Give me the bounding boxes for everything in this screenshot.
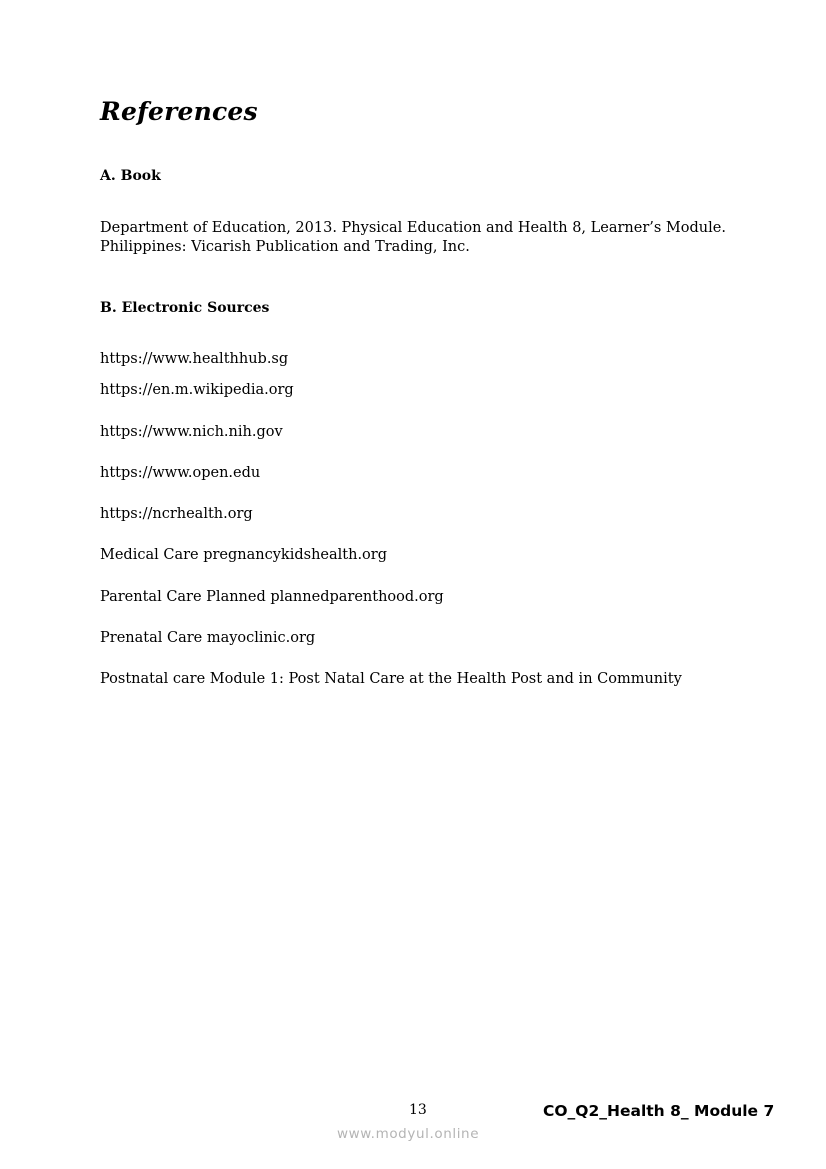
electronic-sources-heading: B. Electronic Sources [100, 300, 270, 316]
source-item-open-edu: https://www.open.edu [100, 465, 261, 481]
watermark: www.modyul.online [337, 1126, 480, 1142]
source-item-prenatal-care: Prenatal Care mayoclinic.org [100, 630, 316, 646]
source-item-medical-care: Medical Care pregnancykidshealth.org [100, 547, 387, 563]
source-item-wikipedia: https://en.m.wikipedia.org [100, 382, 294, 398]
book-section-heading: A. Book [100, 168, 161, 184]
book-reference-line-1: Department of Education, 2013. Physical Education and Health 8, Learner’s Module. [100, 220, 726, 236]
book-reference-entry [100, 219, 760, 257]
page-number: 13 [409, 1102, 427, 1118]
source-item-healthhub: https://www.healthhub.sg [100, 351, 289, 367]
page-title: References [100, 97, 258, 126]
source-item-parental-care: Parental Care Planned plannedparenthood.org [100, 589, 444, 605]
source-item-postnatal-care: Postnatal care Module 1: Post Natal Care at the Health Post and in Community [100, 671, 682, 687]
source-item-ncrhealth: https://ncrhealth.org [100, 506, 253, 522]
book-reference-line-2: Philippines: Vicarish Publication and Trading, Inc. [100, 239, 470, 255]
source-item-nich: https://www.nich.nih.gov [100, 424, 283, 440]
module-code: CO_Q2_Health 8_ Module 7 [543, 1102, 775, 1120]
